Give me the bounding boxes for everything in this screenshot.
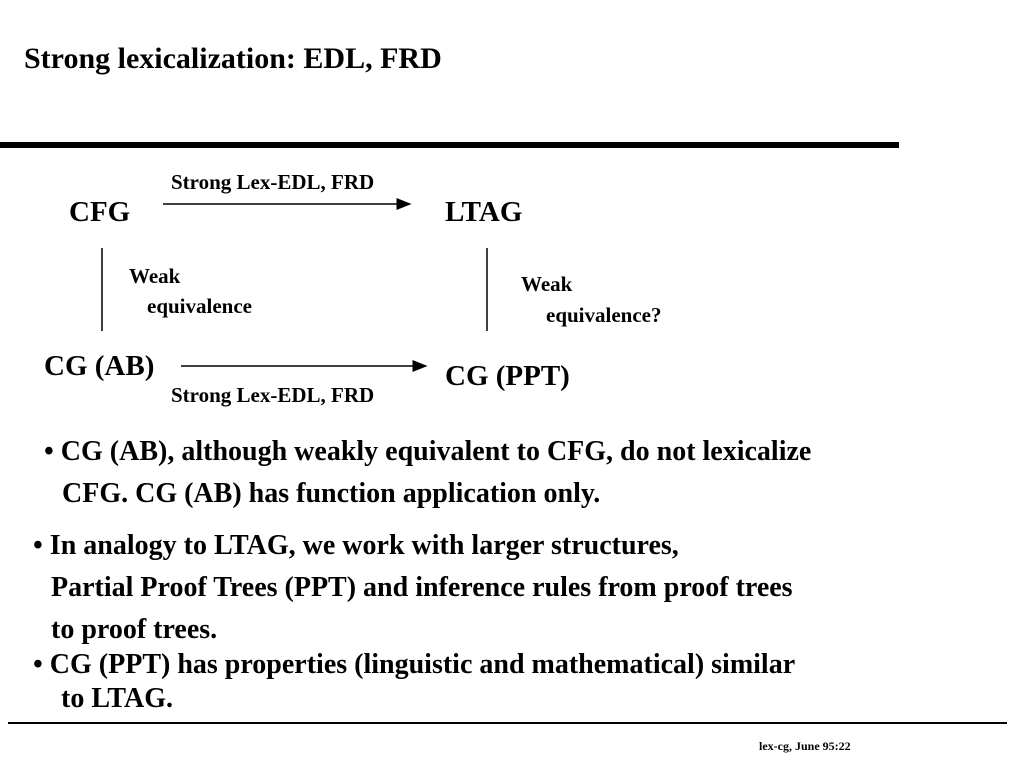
node-cfg: CFG (69, 196, 131, 228)
edge-label-right-line2: equivalence? (546, 303, 662, 327)
bullet-2-line-2: Partial Proof Trees (PPT) and inference rules from proof trees (51, 572, 793, 603)
bullet-1-line-2: CFG. CG (AB) has function application only. (62, 478, 601, 509)
bullet-2-line-1: • In analogy to LTAG, we work with larger structures, (33, 530, 679, 561)
node-ltag: LTAG (445, 196, 523, 228)
node-cg-ppt: CG (PPT) (445, 360, 570, 392)
bullet-3-line-1: • CG (PPT) has properties (linguistic and mathematical) similar (33, 649, 796, 680)
bullet-2-line-3: to proof trees. (51, 614, 218, 645)
node-cg-ab: CG (AB) (44, 350, 155, 382)
bullet-3-line-2: to LTAG. (61, 683, 174, 714)
edge-label-right-line1: Weak (521, 272, 573, 296)
edge-label-top: Strong Lex-EDL, FRD (171, 170, 375, 194)
bullet-1-line-1: • CG (AB), although weakly equivalent to CFG, do not lexicalize (44, 436, 812, 467)
footer-label: lex-cg, June 95:22 (759, 739, 851, 753)
edge-label-bottom: Strong Lex-EDL, FRD (171, 383, 375, 407)
edge-label-left-line2: equivalence (147, 294, 252, 318)
edge-label-left-line1: Weak (129, 264, 181, 288)
slide-title: Strong lexicalization: EDL, FRD (24, 42, 442, 75)
footer-divider (8, 722, 1007, 724)
